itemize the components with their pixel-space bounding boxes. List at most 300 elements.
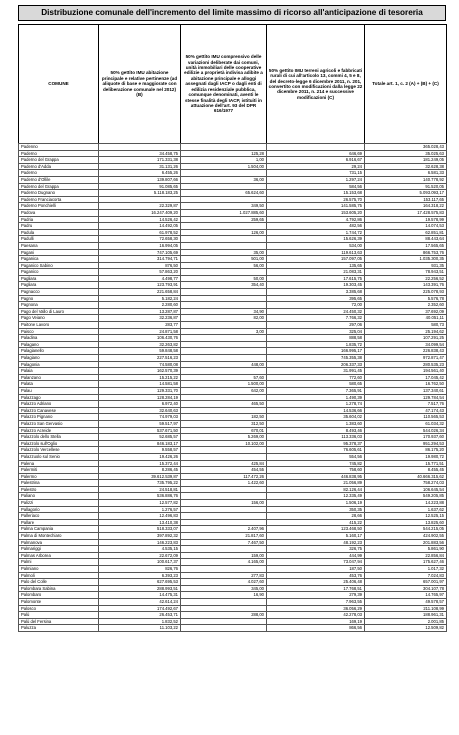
cell-imu-terreni: 21.083,31 xyxy=(267,269,365,276)
header-imu-cooperative: 50% gettito IMU comprensivo delle variazioni deliberate dai comuni, unità immobiliari delle cooperative edilizie a proprietà indivisa adibite a abitazione principale e alloggi assegnati dagli IACP o dagli enti di edilizia residenziale pubblica, comunque denominati, aventi le stesse finalità degli IACP, istituiti in attuazione dell'art. 93 del DPR 616/1977 xyxy=(181,25,267,144)
cell-imu-cooperative: 182,50 xyxy=(181,414,267,421)
table-row xyxy=(19,519,447,526)
cell-comune: Palau xyxy=(19,387,99,394)
cell-imu-abitazione: 15.215,22 xyxy=(99,374,181,381)
cell-imu-abitazione: 1.276,57 xyxy=(99,506,181,513)
cell-comune: Palù del Fersina xyxy=(19,618,99,625)
cell-imu-abitazione: 129.331,70 xyxy=(99,387,181,394)
cell-imu-terreni: 395,65 xyxy=(267,295,365,302)
cell-imu-abitazione: 5.182,24 xyxy=(99,295,181,302)
cell-totale: 19.578,99 xyxy=(365,216,447,223)
cell-totale: 657.001,97 xyxy=(365,579,447,586)
cell-imu-cooperative xyxy=(181,625,267,632)
table-row xyxy=(19,302,447,309)
cell-comune: Palombaro xyxy=(19,592,99,599)
cell-imu-abitazione: 72.658,30 xyxy=(99,236,181,243)
cell-imu-abitazione: 24.871,58 xyxy=(99,328,181,335)
cell-imu-terreni: 206.337,33 xyxy=(267,361,365,368)
cell-imu-terreni: 1.383,60 xyxy=(267,420,365,427)
table-row xyxy=(19,539,447,546)
cell-comune: Padova xyxy=(19,209,99,216)
cell-imu-terreni: 1.297,24 xyxy=(267,176,365,183)
cell-imu-cooperative: 1.500,00 xyxy=(181,381,267,388)
header-comune: COMUNE xyxy=(19,25,99,144)
cell-totale: 6.581,33 xyxy=(365,170,447,177)
cell-totale: 7.517,76 xyxy=(365,401,447,408)
cell-comune: Padenno xyxy=(19,144,99,151)
cell-imu-cooperative: 82,00 xyxy=(181,315,267,322)
cell-comune: Paganico Sabino xyxy=(19,262,99,269)
cell-imu-abitazione: 74.979,03 xyxy=(99,414,181,421)
cell-totale: 7.024,83 xyxy=(365,572,447,579)
cell-totale: 62.851,81 xyxy=(365,229,447,236)
table-row xyxy=(19,315,447,322)
cell-totale: 181.249,05 xyxy=(365,157,447,164)
cell-imu-cooperative xyxy=(181,348,267,355)
table-row xyxy=(19,394,447,401)
cell-imu-cooperative xyxy=(181,295,267,302)
cell-comune: Palanzano xyxy=(19,374,99,381)
cell-imu-terreni: 82.126,44 xyxy=(267,486,365,493)
table-row xyxy=(19,460,447,467)
cell-imu-terreni: 73.047,94 xyxy=(267,559,365,566)
cell-imu-abitazione: 123.793,91 xyxy=(99,282,181,289)
cell-imu-cooperative: 126,00 xyxy=(181,229,267,236)
cell-imu-abitazione: 735.795,22 xyxy=(99,480,181,487)
cell-totale: 40.051,11 xyxy=(365,315,447,322)
cell-imu-terreni: 6.916,67 xyxy=(267,157,365,164)
cell-comune: Paisco xyxy=(19,328,99,335)
cell-imu-abitazione: 14.492,05 xyxy=(99,223,181,230)
table-row xyxy=(19,559,447,566)
cell-comune: Pago del Vallo di Lauro xyxy=(19,308,99,315)
cell-comune: Palazzo Acreide xyxy=(19,427,99,434)
cell-imu-cooperative: 4.027,60 xyxy=(181,579,267,586)
cell-comune: Palmanova xyxy=(19,539,99,546)
cell-totale: 17.565,65 xyxy=(365,242,447,249)
table-row xyxy=(19,335,447,342)
cell-comune: Paderno Ponchielli xyxy=(19,203,99,210)
cell-imu-abitazione: 174.492,67 xyxy=(99,605,181,612)
document-title: Distribuzione comunale dell'incremento del limite massimo di ricorso all'anticipazione di tesoreria xyxy=(18,5,446,21)
cell-totale: 78.943,51 xyxy=(365,269,447,276)
cell-imu-abitazione: 4.498,77 xyxy=(99,275,181,282)
cell-imu-abitazione xyxy=(99,196,181,203)
cell-comune: Palazzolo dello Stella xyxy=(19,434,99,441)
table-row xyxy=(19,625,447,632)
table-row xyxy=(19,368,447,375)
cell-totale: 1.017,32 xyxy=(365,566,447,573)
cell-imu-abitazione: 288.993,51 xyxy=(99,585,181,592)
cell-imu-terreni: 12.335,49 xyxy=(267,493,365,500)
cell-comune: Palma di Montechiaro xyxy=(19,533,99,540)
cell-comune: Paliano xyxy=(19,493,99,500)
cell-totale: 17.045,42 xyxy=(365,374,447,381)
cell-imu-terreni xyxy=(267,144,365,151)
cell-imu-terreni: 745.355,38 xyxy=(267,355,365,362)
cell-imu-abitazione: 2.280,60 xyxy=(99,302,181,309)
cell-imu-terreni: 17.768,51 xyxy=(267,585,365,592)
cell-imu-cooperative xyxy=(181,447,267,454)
cell-imu-terreni: 4.792,86 xyxy=(267,216,365,223)
cell-imu-cooperative: 349,50 xyxy=(181,203,267,210)
cell-totale: 12.509,82 xyxy=(365,625,447,632)
cell-comune: Padria xyxy=(19,216,99,223)
cell-imu-abitazione: 16.247.409,20 xyxy=(99,209,181,216)
cell-imu-abitazione: 74.580,08 xyxy=(99,361,181,368)
cell-imu-terreni: 157.097,05 xyxy=(267,256,365,263)
cell-totale: 175.627,46 xyxy=(365,559,447,566)
cell-imu-cooperative xyxy=(181,618,267,625)
table-row xyxy=(19,322,447,329)
table-row xyxy=(19,289,447,296)
table-row xyxy=(19,183,447,190)
cell-comune: Palestrina xyxy=(19,480,99,487)
cell-imu-abitazione xyxy=(99,144,181,151)
cell-imu-cooperative: 21.817,60 xyxy=(181,533,267,540)
cell-imu-terreni: 95.378,37 xyxy=(267,440,365,447)
cell-imu-cooperative: 10.102,00 xyxy=(181,440,267,447)
cell-comune: Palagano xyxy=(19,341,99,348)
cell-imu-cooperative: 50,00 xyxy=(181,275,267,282)
cell-totale: 304.107,78 xyxy=(365,585,447,592)
cell-imu-cooperative xyxy=(181,289,267,296)
cell-imu-terreni: 8.493,46 xyxy=(267,427,365,434)
table-row xyxy=(19,434,447,441)
cell-imu-abitazione: 106.430,76 xyxy=(99,335,181,342)
cell-comune: Palmiano xyxy=(19,566,99,573)
cell-imu-terreni: 153.605,20 xyxy=(267,209,365,216)
cell-imu-terreni: 584,56 xyxy=(267,183,365,190)
table-row xyxy=(19,427,447,434)
cell-comune: Padula xyxy=(19,229,99,236)
cell-imu-cooperative xyxy=(181,302,267,309)
cell-comune: Palazzo Canavese xyxy=(19,407,99,414)
cell-comune: Pallagorio xyxy=(19,506,99,513)
cell-imu-terreni: 279,39 xyxy=(267,592,365,599)
cell-imu-cooperative xyxy=(181,242,267,249)
cell-imu-abitazione: 826,76 xyxy=(99,566,181,573)
cell-comune: Palena xyxy=(19,460,99,467)
cell-imu-abitazione: 14.475,31 xyxy=(99,592,181,599)
data-table xyxy=(18,143,447,632)
cell-imu-abitazione: 139.807,66 xyxy=(99,176,181,183)
table-row xyxy=(19,216,447,223)
cell-comune: Palmas Arborea xyxy=(19,552,99,559)
table-row xyxy=(19,348,447,355)
cell-totale: 47.174,43 xyxy=(365,407,447,414)
table-row xyxy=(19,144,447,151)
cell-totale: 14.074,53 xyxy=(365,223,447,230)
cell-imu-cooperative xyxy=(181,223,267,230)
cell-totale: 201.883,56 xyxy=(365,539,447,546)
cell-imu-terreni: 42.278,03 xyxy=(267,612,365,619)
table-row xyxy=(19,170,447,177)
cell-imu-abitazione: 5.118.183,25 xyxy=(99,190,181,197)
cell-imu-abitazione: 32.236,87 xyxy=(99,315,181,322)
cell-totale: 866.753,76 xyxy=(365,249,447,256)
cell-totale: 22.856,84 xyxy=(365,552,447,559)
cell-comune: Palombara Sabina xyxy=(19,585,99,592)
table-row xyxy=(19,150,447,157)
cell-imu-terreni: 326,75 xyxy=(267,546,365,553)
table-row xyxy=(19,552,447,559)
cell-imu-terreni: 5.160,17 xyxy=(267,533,365,540)
cell-comune: Palagonia xyxy=(19,361,99,368)
table-row xyxy=(19,480,447,487)
table-row xyxy=(19,420,447,427)
table-row xyxy=(19,440,447,447)
cell-imu-terreni: 453,76 xyxy=(267,572,365,579)
table-row xyxy=(19,341,447,348)
cell-totale: 34.099,54 xyxy=(365,341,447,348)
cell-imu-cooperative xyxy=(181,407,267,414)
cell-totale: 365.028,43 xyxy=(365,144,447,151)
table-row xyxy=(19,163,447,170)
cell-totale: 140.778,92 xyxy=(365,176,447,183)
cell-imu-terreni: 29,24 xyxy=(267,163,365,170)
cell-imu-cooperative xyxy=(181,394,267,401)
header-imu-abitazione: 50% gettito IMU abitazione principale e relative pertinenze (ad aliquote di base e maggiorate con deliberazione comunale nel 2012) (B) xyxy=(99,25,181,144)
cell-imu-cooperative xyxy=(181,486,267,493)
cell-imu-terreni: 350,35 xyxy=(267,506,365,513)
cell-imu-cooperative xyxy=(181,341,267,348)
cell-imu-abitazione: 4.535,15 xyxy=(99,546,181,553)
cell-comune: Palmi xyxy=(19,559,99,566)
cell-imu-cooperative xyxy=(181,236,267,243)
cell-totale: 211.108,99 xyxy=(365,605,447,612)
cell-imu-abitazione: 59.517,97 xyxy=(99,420,181,427)
cell-totale: 580,73 xyxy=(365,322,447,329)
cell-comune: Palazzo Pignano xyxy=(19,414,99,421)
table-row xyxy=(19,612,447,619)
cell-imu-terreni: 17.615,75 xyxy=(267,275,365,282)
cell-imu-terreni: 1.506,19 xyxy=(267,500,365,507)
cell-totale: 931,35 xyxy=(365,262,447,269)
cell-totale: 164.318,22 xyxy=(365,203,447,210)
table-row xyxy=(19,269,447,276)
cell-comune: Palazzo Adriano xyxy=(19,401,99,408)
cell-imu-terreni: 1.490,39 xyxy=(267,394,365,401)
cell-totale: 8.455,45 xyxy=(365,467,447,474)
cell-imu-cooperative: 57,60 xyxy=(181,374,267,381)
cell-imu-terreni: 119.613,63 xyxy=(267,249,365,256)
cell-totale: 14.765,97 xyxy=(365,592,447,599)
cell-imu-cooperative: 465,50 xyxy=(181,401,267,408)
cell-totale: 49.578,57 xyxy=(365,598,447,605)
table-row xyxy=(19,407,447,414)
table-row xyxy=(19,236,447,243)
cell-imu-terreni: 72,00 xyxy=(267,302,365,309)
cell-imu-cooperative: 345,00 xyxy=(181,585,267,592)
cell-imu-terreni: 1.744,72 xyxy=(267,229,365,236)
cell-imu-cooperative xyxy=(181,566,267,573)
cell-imu-terreni: 123.468,50 xyxy=(267,526,365,533)
cell-imu-cooperative: 288,00 xyxy=(181,612,267,619)
cell-totale: 91.520,05 xyxy=(365,183,447,190)
cell-imu-terreni: 888,58 xyxy=(267,335,365,342)
cell-imu-abitazione: 1.832,52 xyxy=(99,618,181,625)
cell-totale: 2.001,85 xyxy=(365,618,447,625)
cell-imu-abitazione: 34.458,75 xyxy=(99,150,181,157)
cell-imu-abitazione: 283,77 xyxy=(99,322,181,329)
cell-imu-terreni: 141.585,75 xyxy=(267,203,365,210)
cell-comune: Paderno xyxy=(19,170,99,177)
cell-imu-terreni: 1.278,74 xyxy=(267,401,365,408)
cell-imu-terreni: 7.766,32 xyxy=(267,315,365,322)
cell-comune: Padru xyxy=(19,223,99,230)
cell-totale: 129.784,54 xyxy=(365,394,447,401)
table-row xyxy=(19,249,447,256)
cell-totale: 544.215,05 xyxy=(365,526,447,533)
cell-totale: 110.565,53 xyxy=(365,414,447,421)
cell-imu-abitazione: 24.518,81 xyxy=(99,486,181,493)
cell-imu-terreni: 48.192,23 xyxy=(267,539,365,546)
table-row xyxy=(19,282,447,289)
cell-totale: 972.871,47 xyxy=(365,355,447,362)
cell-totale: 13.825,60 xyxy=(365,519,447,526)
cell-imu-abitazione: 32.640,63 xyxy=(99,407,181,414)
cell-imu-terreni: 35.604,02 xyxy=(267,414,365,421)
cell-imu-terreni: 554,56 xyxy=(267,453,365,460)
cell-comune: Pagliara xyxy=(19,282,99,289)
table-row xyxy=(19,592,447,599)
cell-imu-cooperative: 4.165,00 xyxy=(181,559,267,566)
cell-imu-terreni: 580,65 xyxy=(267,381,365,388)
cell-imu-cooperative: 34,90 xyxy=(181,308,267,315)
table-row xyxy=(19,414,447,421)
cell-comune: Paesana xyxy=(19,242,99,249)
cell-comune: Palermiti xyxy=(19,467,99,474)
table-row xyxy=(19,229,447,236)
cell-totale: 1.637,62 xyxy=(365,506,447,513)
cell-imu-abitazione: 6.455,26 xyxy=(99,170,181,177)
table-row xyxy=(19,533,447,540)
cell-totale: 549.205,85 xyxy=(365,493,447,500)
cell-imu-cooperative xyxy=(181,269,267,276)
cell-imu-terreni: 731,15 xyxy=(267,170,365,177)
cell-imu-cooperative: 425,84 xyxy=(181,460,267,467)
cell-totale: 88.443,64 xyxy=(365,236,447,243)
table-row xyxy=(19,190,447,197)
cell-comune: Pagnacco xyxy=(19,289,99,296)
cell-imu-cooperative xyxy=(181,546,267,553)
table-row xyxy=(19,579,447,586)
cell-totale: 2.352,60 xyxy=(365,302,447,309)
cell-imu-terreni: 297,06 xyxy=(267,322,365,329)
cell-comune: Palata xyxy=(19,381,99,388)
cell-imu-cooperative: 117.472,26 xyxy=(181,473,267,480)
cell-comune: Paganica xyxy=(19,256,99,263)
cell-imu-cooperative xyxy=(181,196,267,203)
cell-imu-terreni: 446.838,95 xyxy=(267,473,365,480)
cell-imu-cooperative xyxy=(181,368,267,375)
cell-imu-terreni: 758,60 xyxy=(267,467,365,474)
table-row xyxy=(19,176,447,183)
cell-imu-terreni: 14.536,66 xyxy=(267,407,365,414)
cell-totale: 17.428.575,83 xyxy=(365,209,447,216)
cell-comune: Pallare xyxy=(19,519,99,526)
table-row xyxy=(19,203,447,210)
cell-imu-cooperative xyxy=(181,355,267,362)
cell-totale: 107.291,25 xyxy=(365,335,447,342)
table-row xyxy=(19,566,447,573)
table-row xyxy=(19,598,447,605)
cell-comune: Paderno xyxy=(19,150,99,157)
table-row xyxy=(19,295,447,302)
table-row xyxy=(19,605,447,612)
cell-comune: Paderno Franciacorta xyxy=(19,196,99,203)
table-row xyxy=(19,242,447,249)
cell-imu-cooperative: 1.504,00 xyxy=(181,163,267,170)
cell-comune: Palagianello xyxy=(19,348,99,355)
cell-comune: Paderno Dugnano xyxy=(19,190,99,197)
cell-imu-abitazione: 16.994,05 xyxy=(99,242,181,249)
cell-totale: 16.762,50 xyxy=(365,381,447,388)
cell-imu-cooperative xyxy=(181,144,267,151)
cell-totale: 15.771,51 xyxy=(365,460,447,467)
cell-imu-abitazione: 59.848,58 xyxy=(99,348,181,355)
cell-imu-terreni: 15.153,68 xyxy=(267,190,365,197)
cell-totale: 951.294,53 xyxy=(365,440,447,447)
cell-imu-terreni: 3.385,68 xyxy=(267,289,365,296)
cell-imu-abitazione: 397.892,32 xyxy=(99,533,181,540)
table-row xyxy=(19,223,447,230)
cell-imu-abitazione: 6.972,40 xyxy=(99,401,181,408)
table-row xyxy=(19,526,447,533)
header-imu-terreni: 50% gettito IMU terreni agricoli e fabbricati rurali di cui all'articolo 13, commi 4, 5 e 8, del decreto-legge 6 dicembre 2011, n. 201, convertito con modificazioni dalla legge 22 dicembre 2011, n. 214 e successive modificazioni (C) xyxy=(267,25,365,144)
cell-imu-abitazione: 536.886,76 xyxy=(99,493,181,500)
cell-imu-abitazione: 14.581,58 xyxy=(99,381,181,388)
cell-imu-abitazione: 128.284,19 xyxy=(99,394,181,401)
cell-imu-terreni: 646,69 xyxy=(267,150,365,157)
cell-totale: 188.961,31 xyxy=(365,612,447,619)
cell-imu-abitazione: 747.105,69 xyxy=(99,249,181,256)
cell-imu-cooperative: 277,83 xyxy=(181,572,267,579)
cell-imu-abitazione: 12.577,82 xyxy=(99,500,181,507)
table-row xyxy=(19,546,447,553)
cell-totale: 1.035.300,35 xyxy=(365,256,447,263)
table-row xyxy=(19,157,447,164)
table-row xyxy=(19,387,447,394)
cell-imu-terreni: 482,56 xyxy=(267,223,365,230)
cell-imu-terreni: 36.056,29 xyxy=(267,605,365,612)
cell-imu-cooperative xyxy=(181,453,267,460)
cell-imu-abitazione: 227.516,23 xyxy=(99,355,181,362)
cell-comune: Palizzi xyxy=(19,500,99,507)
table-row xyxy=(19,308,447,315)
cell-imu-abitazione: 11.103,22 xyxy=(99,625,181,632)
cell-totale: 14.223,88 xyxy=(365,500,447,507)
cell-imu-cooperative: 16,90 xyxy=(181,592,267,599)
cell-totale: 226.838,43 xyxy=(365,348,447,355)
cell-imu-cooperative: 448,00 xyxy=(181,361,267,368)
cell-imu-terreni: 21.056,89 xyxy=(267,480,365,487)
cell-imu-abitazione: 14.526,42 xyxy=(99,216,181,223)
cell-comune: Palazzolo sull'Oglio xyxy=(19,440,99,447)
cell-imu-abitazione: 13.287,87 xyxy=(99,308,181,315)
cell-comune: Palazzago xyxy=(19,394,99,401)
cell-imu-abitazione: 13.410,38 xyxy=(99,519,181,526)
cell-imu-terreni: 866,56 xyxy=(267,625,365,632)
table-row xyxy=(19,453,447,460)
cell-imu-cooperative xyxy=(181,506,267,513)
cell-imu-abitazione: 52.685,57 xyxy=(99,434,181,441)
cell-comune: Pago Veiano xyxy=(19,315,99,322)
cell-comune: Palermo xyxy=(19,473,99,480)
cell-comune: Paitone Lavoro xyxy=(19,322,99,329)
table-row xyxy=(19,374,447,381)
